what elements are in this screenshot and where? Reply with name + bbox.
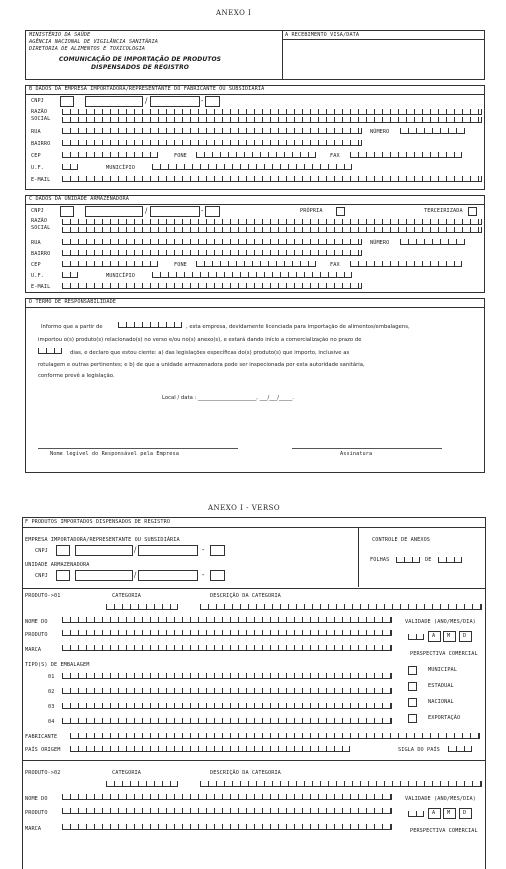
b-fone-field[interactable] [196,152,316,158]
section-f-title: F PRODUTOS IMPORTADOS DISPENSADOS DE REGISTRO [25,519,171,525]
b-uf-label: U.F. [31,165,44,171]
term-line-3: dias, e declaro que estou ciente: a) das legislações específicas do(s) produto(s) que importo, inclusive as [70,350,350,356]
pais-origem-label: PAÍS ORIGEM [25,747,61,753]
verso-emp-cnpj-2[interactable] [75,545,133,556]
c-terceirizada-checkbox[interactable] [468,207,477,216]
b-municipio-label: MUNICÍPIO [106,165,136,171]
c-rua-field[interactable] [62,239,362,245]
verso-uni-cnpj-4[interactable] [210,570,225,581]
c-razao-label: RAZÃO [31,218,48,224]
folhas-field[interactable] [396,557,420,563]
controle-divider [358,527,359,587]
term-line-1b: , esta empresa, devidamente licenciada para importação de alimentos/embalagens, [186,324,410,330]
pais-origem-field[interactable] [70,746,350,752]
embalagem-04-label: 04 [48,719,55,725]
ministry-text: MINISTÉRIO DA SAÚDE [29,32,91,38]
c-terceirizada-label: TERCEIRIZADA [424,208,463,214]
recebimento-label: A RECEBIMENTO VISA/DATA [285,32,360,38]
term-line-4: rotulagem e outras pertinentes; e b) de que a unidade armazenadora pode ser inspecionada por esta autoridade sanitária, [38,362,365,368]
b-cnpj-cell-2[interactable] [85,96,143,107]
nome-field-01b[interactable] [62,630,392,636]
embalagem-03-field[interactable] [62,703,392,709]
nome-field-01a[interactable] [62,617,392,623]
c-municipio-field[interactable] [152,272,352,278]
produto-label-01: PRODUTO [25,632,48,638]
b-fax-label: FAX [330,153,340,159]
exportacao-label: EXPORTAÇÃO [428,715,461,721]
validade-label-02: VALIDADE (ANO/MES/DIA) [405,796,476,802]
descricao-label-02: DESCRIÇÃO DA CATEGORIA [210,770,281,776]
c-razao-field-2[interactable] [62,227,482,233]
nome-do-label-01: NOME DO [25,619,48,625]
tipos-embalagem-label: TIPO(S) DE EMBALAGEM [25,662,90,668]
nacional-label: NACIONAL [428,699,454,705]
agency-text: AGÊNCIA NACIONAL DE VIGILÂNCIA SANITÁRIA [29,39,158,45]
embalagem-02-field[interactable] [62,688,392,694]
b-fax-field[interactable] [350,152,462,158]
marca-field-02[interactable] [62,824,392,830]
validade-m-text-01: M [447,633,451,639]
directorate-text: DIRETORIA DE ALIMENTOS E TOXICOLOGIA [29,46,146,52]
c-email-field[interactable] [62,283,362,289]
b-social-label: SOCIAL [31,116,51,122]
b-cnpj-cell-3[interactable] [150,96,200,107]
c-cep-field[interactable] [62,261,158,267]
c-cnpj-cell-1[interactable] [60,206,74,217]
verso-divider-2 [22,760,486,761]
embalagem-02-label: 02 [48,689,55,695]
signature-caption: Assinatura [340,451,373,457]
embalagem-04-field[interactable] [62,718,392,724]
b-cep-label: CEP [31,153,41,159]
verso-emp-cnpj-4[interactable] [210,545,225,556]
section-d-title: D TERMO DE RESPONSABILIDADE [29,299,117,305]
verso-title: ANEXO I - VERSO [208,504,281,512]
b-rua-field[interactable] [62,128,362,134]
b-razao-field-2[interactable] [62,117,482,123]
verso-emp-cnpj-3[interactable] [138,545,198,556]
embalagem-01-field[interactable] [62,673,392,679]
verso-uni-cnpj-1[interactable] [56,570,70,581]
descricao-field-02[interactable] [200,781,482,787]
c-bairro-field[interactable] [62,250,362,256]
nome-field-02b[interactable] [62,808,392,814]
estadual-label: ESTADUAL [428,683,454,689]
b-bairro-field[interactable] [62,140,362,146]
b-email-label: E-MAIL [31,177,51,183]
term-line-5: conforme prevê a legislação. [38,373,115,379]
validade-m-text-02: M [447,810,451,816]
categoria-label-02: CATEGORIA [112,770,142,776]
estadual-checkbox[interactable] [408,682,417,691]
folhas-label: FOLHAS [370,557,390,563]
c-social-label: SOCIAL [31,225,51,231]
marca-label-02: MARCA [25,826,42,832]
nome-do-label-02: NOME DO [25,796,48,802]
de-field[interactable] [438,557,462,563]
b-bairro-label: BAIRRO [31,141,51,147]
b-numero-field[interactable] [400,128,465,134]
municipal-label: MUNICIPAL [428,667,458,673]
fabricante-label: FABRICANTE [25,734,58,740]
verso-empresa-label: EMPRESA IMPORTADORA/REPRESENTANTE OU SUBSIDIÁRIA [25,537,180,543]
embalagem-03-label: 03 [48,704,55,710]
de-label: DE [425,557,432,563]
validade-d-text-02: D [463,810,467,816]
doc-title-line-1: COMUNICAÇÃO DE IMPORTAÇÃO DE PRODUTOS [58,56,222,63]
b-razao-label: RAZÃO [31,109,48,115]
c-numero-field[interactable] [400,239,465,245]
sigla-pais-field[interactable] [448,746,472,752]
b-cnpj-label: CNPJ [31,98,44,104]
verso-unidade-label: UNIDADE ARMAZENADORA [25,562,90,568]
c-cep-label: CEP [31,262,41,268]
b-cep-field[interactable] [62,152,158,158]
b-cnpj-cell-1[interactable] [60,96,74,107]
section-d-header-line [25,307,485,308]
municipal-checkbox[interactable] [408,666,417,675]
section-b-header-line [25,94,485,95]
b-cnpj-cell-4[interactable] [205,96,220,107]
sigla-pais-label: SIGLA DO PAÍS [398,747,440,753]
nome-field-02a[interactable] [62,794,392,800]
embalagem-01-label: 01 [48,674,55,680]
verso-uni-cnpj-3[interactable] [138,570,198,581]
c-uf-label: U.F. [31,273,44,279]
c-propria-label: PRÓPRIA [300,208,323,214]
validade-pre-01[interactable] [408,634,424,640]
marca-field-01[interactable] [62,645,392,651]
verso-emp-cnpj-1[interactable] [56,545,70,556]
b-uf-field[interactable] [62,164,78,170]
section-b-title: B DADOS DA EMPRESA IMPORTADORA/REPRESENTANTE DO FABRICANTE OU SUBSIDIÁRIA [29,86,265,92]
descricao-field-01[interactable] [200,604,482,610]
verso-header-line [22,527,486,528]
c-fax-field[interactable] [350,261,462,267]
b-numero-label: NÚMERO [370,129,390,135]
c-fone-field[interactable] [196,261,316,267]
exportacao-checkbox[interactable] [408,714,417,723]
c-fax-label: FAX [330,262,340,268]
verso-empresa-cnpj-label: CNPJ [35,548,48,554]
validade-d-text-01: D [463,633,467,639]
header-box [25,30,485,80]
c-email-label: E-MAIL [31,284,51,290]
local-data-line: Local / data : ______________________, ___/___/_____. [162,395,294,401]
c-cnpj-cell-4[interactable] [205,206,220,217]
descricao-label-01: DESCRIÇÃO DA CATEGORIA [210,593,281,599]
categoria-field-02[interactable] [106,781,178,787]
c-fone-label: FONE [174,262,187,268]
c-cnpj-cell-2[interactable] [85,206,143,217]
perspectiva-label-01: PERSPECTIVA COMERCIAL [410,651,478,657]
produto-01-label: PRODUTO->01 [25,593,61,599]
categoria-field-01[interactable] [106,604,178,610]
c-rua-label: RUA [31,240,41,246]
term-line-1a: Informo que a partir de [41,324,103,330]
c-numero-label: NÚMERO [370,240,390,246]
c-cnpj-label: CNPJ [31,208,44,214]
signature-name-caption: Nome legível do Responsável pela Empresa [50,451,179,457]
c-municipio-label: MUNICÍPIO [106,273,136,279]
anexo-title: ANEXO I [216,9,252,17]
validade-a-text-01: A [432,633,436,639]
c-bairro-label: BAIRRO [31,251,51,257]
marca-label-01: MARCA [25,647,42,653]
c-uf-field[interactable] [62,272,78,278]
perspectiva-label-02: PERSPECTIVA COMERCIAL [410,828,478,834]
section-c-header-line [25,204,485,205]
term-date-field[interactable] [118,322,182,328]
c-cnpj-cell-3[interactable] [150,206,200,217]
nacional-checkbox[interactable] [408,698,417,707]
validade-label-01: VALIDADE (ANO/MES/DIA) [405,619,476,625]
validade-pre-02[interactable] [408,811,424,817]
verso-uni-cnpj-2[interactable] [75,570,133,581]
fabricante-field[interactable] [70,733,480,739]
controle-anexos-label: CONTROLE DE ANEXOS [372,537,431,543]
verso-divider-1 [22,588,486,589]
section-c-title: C DADOS DA UNIDADE ARMAZENADORA [29,196,129,202]
signature-line [292,448,442,449]
b-rua-label: RUA [31,129,41,135]
header-divider [282,30,283,80]
b-fone-label: FONE [174,153,187,159]
c-razao-field-1[interactable] [62,219,482,225]
produto-02-label: PRODUTO->02 [25,770,61,776]
signature-name-line [38,448,238,449]
term-line-2: importou o(s) produto(s) relacionado(s) no verso e/ou no(s) anexo(s), e estará dando início a comercialização no prazo de [38,337,362,343]
b-razao-field-1[interactable] [62,109,482,115]
validade-a-text-02: A [432,810,436,816]
doc-title-line-2: DISPENSADOS DE REGISTRO [91,64,189,71]
verso-unidade-cnpj-label: CNPJ [35,573,48,579]
categoria-label-01: CATEGORIA [112,593,142,599]
b-municipio-field[interactable] [152,164,352,170]
produto-label-02: PRODUTO [25,810,48,816]
term-days-field[interactable] [38,348,62,354]
c-propria-checkbox[interactable] [336,207,345,216]
header-a-line [282,39,485,40]
b-email-field[interactable] [62,176,482,182]
